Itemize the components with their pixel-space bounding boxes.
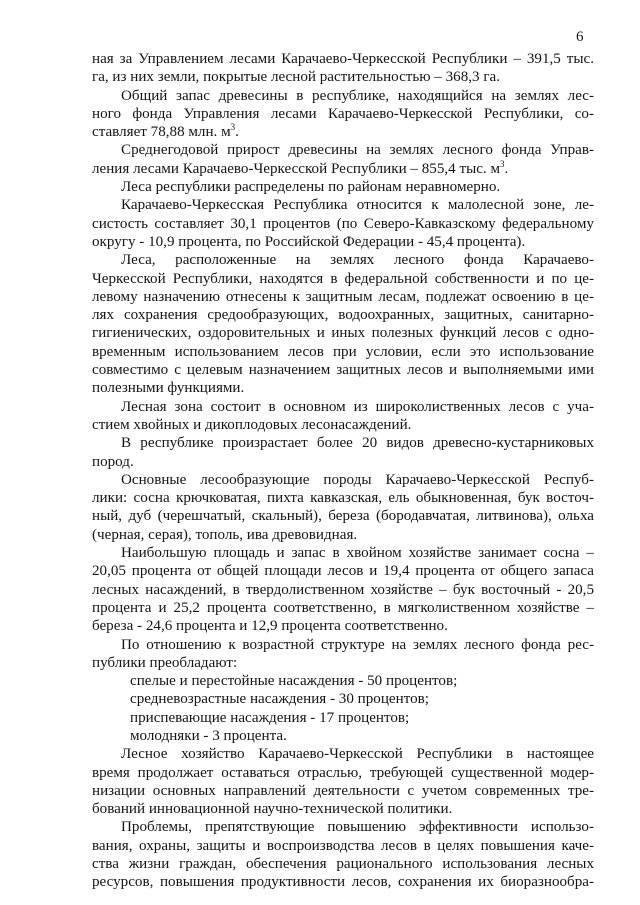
text-line	[92, 288, 594, 306]
text-line-content: публики преобладают:	[92, 654, 238, 671]
text-line-content: Лесная зона состоит в основном из широколиственных лесов с уча-	[121, 398, 594, 415]
text-line	[92, 471, 594, 489]
text-line-content: бований инновационной научно-технической политики.	[92, 801, 453, 818]
text-line-content: систость составляет 30,1 процентов (по Северо-Кавказскому федеральному	[92, 215, 594, 232]
text-line	[92, 196, 594, 214]
text-line-content: Леса республики распределены по районам неравномерно.	[121, 179, 501, 196]
text-line	[92, 398, 594, 416]
text-line	[92, 270, 594, 288]
text-line	[92, 160, 594, 178]
text-line	[92, 526, 594, 544]
text-line-content: лях сохранения средообразующих, водоохранных, защитных, санитарно-	[92, 307, 594, 324]
text-line-content: вания, охраны, защиты и воспроизводства лесов в целях повышения каче-	[92, 837, 594, 854]
list-item-line	[92, 727, 594, 745]
text-line	[92, 654, 594, 672]
text-line	[92, 873, 594, 891]
text-line	[92, 434, 594, 452]
text-line-content: Основные лесообразующие породы Карачаево-Черкесской Респуб-	[121, 471, 594, 488]
text-line	[92, 361, 594, 379]
text-line	[92, 87, 594, 105]
text-line	[92, 782, 594, 800]
text-line-content: ления лесами Карачаево-Черкесской Республики – 855,4 тыс. м	[92, 160, 501, 177]
text-line	[92, 800, 594, 818]
text-line-content: совместимо с целевым назначением защитных лесов и выполняемыми ими	[92, 362, 594, 379]
text-line	[92, 306, 594, 324]
text-line-content: По отношению к возрастной структуре на землях лесного фонда рес-	[121, 636, 594, 653]
text-line-content: низации основных направлений деятельности с учетом современных тре-	[92, 782, 594, 799]
text-line-content: ресурсов, повышения продуктивности лесов, сохранения их биоразнообра-	[92, 874, 594, 891]
text-line-content: (черная, серая), тополь, ива древовидная.	[92, 526, 358, 543]
text-line-content: ставляет 78,88 млн. м	[92, 124, 231, 141]
document-body-text	[92, 50, 594, 892]
text-line-content: Проблемы, препятствующие повышению эффективности использо-	[121, 819, 594, 836]
text-line	[92, 599, 594, 617]
text-line	[92, 105, 594, 123]
text-line	[92, 489, 594, 507]
text-line-content: Черкесской Республики, находятся в федеральной собственности и по це-	[92, 270, 594, 287]
text-line-suffix: .	[235, 124, 239, 141]
text-line	[92, 123, 594, 141]
text-line-content: Среднегодовой прирост древесины на землях лесного фонда Управ-	[121, 142, 594, 159]
list-item-line	[92, 709, 594, 727]
text-line	[92, 507, 594, 525]
text-line-content: Наибольшую площадь и запас в хвойном хозяйстве занимает сосна –	[121, 545, 594, 562]
text-line	[92, 581, 594, 599]
text-line-suffix: .	[504, 160, 509, 177]
text-line-content: га, из них земли, покрытые лесной растительностью – 368,3 га.	[92, 69, 501, 86]
text-line	[92, 50, 594, 68]
text-line	[92, 764, 594, 782]
text-line-content: Леса, расположенные на землях лесного фонда Карачаево-	[121, 252, 594, 269]
text-line-content: левому назначению отнесены к защитным лесам, подлежат освоению в це-	[92, 288, 594, 305]
text-line	[92, 215, 594, 233]
text-line	[92, 745, 594, 763]
text-line	[92, 636, 594, 654]
text-line	[92, 233, 594, 251]
text-line	[92, 178, 594, 196]
text-line	[92, 68, 594, 86]
text-line-content: молодняки - 3 процента.	[130, 727, 287, 744]
list-item-line	[92, 672, 594, 690]
text-line-content: пород.	[92, 453, 134, 470]
text-line	[92, 416, 594, 434]
text-line	[92, 324, 594, 342]
text-line	[92, 141, 594, 159]
text-line-content: временным использованием лесов при условии, если это использование	[92, 343, 594, 360]
text-line-content: процента и 25,2 процента соответственно, в мягколиственном хозяйстве –	[92, 599, 594, 616]
text-line-content: ный, дуб (черешчатый, скальный), береза (бородавчатая, литвинова), ольха	[92, 508, 594, 525]
text-line-content: время продолжает оставаться отраслью, требующей существенной модер-	[92, 764, 594, 781]
text-line-content: спелые и перестойные насаждения - 50 процентов;	[130, 673, 458, 690]
text-line-content: ная за Управлением лесами Карачаево-Черкесской Республики – 391,5 тыс.	[92, 51, 594, 67]
text-line-content: ства жизни граждан, обеспечения рационального использования лесных	[92, 856, 594, 873]
text-line	[92, 343, 594, 361]
text-line-content: ного фонда Управления лесами Карачаево-Черкесской Республики, со-	[92, 105, 594, 122]
text-line-content: лесных насаждений, в твердолиственном хозяйстве – бук восточный - 20,5	[92, 581, 594, 598]
text-line-content: округу - 10,9 процента, по Российской Федерации - 45,4 процента).	[92, 233, 526, 250]
text-line	[92, 544, 594, 562]
text-line-content: В республике произрастает более 20 видов древесно-кустарниковых	[121, 435, 594, 452]
text-line-content: гигиенических, оздоровительных и иных полезных функций лесов с одно-	[92, 325, 594, 342]
text-line	[92, 453, 594, 471]
text-line-content: береза - 24,6 процента и 12,9 процента соответственно.	[92, 618, 448, 635]
page-number: 6	[576, 29, 584, 45]
superscript: 3	[230, 123, 236, 133]
text-line-content: средневозрастные насаждения - 30 процентов;	[130, 691, 429, 708]
text-line-content: Карачаево-Черкесская Республика относится к малолесной зоне, ле-	[121, 197, 594, 214]
text-line	[92, 379, 594, 397]
text-line-content: приспевающие насаждения - 17 процентов;	[130, 709, 410, 726]
text-line-content: Лесное хозяйство Карачаево-Черкесской Республики в настоящее	[121, 746, 594, 763]
text-line-content: лики: сосна крючковатая, пихта кавказская, ель обыкновенная, бук восточ-	[92, 490, 594, 507]
text-line	[92, 251, 594, 269]
text-line	[92, 818, 594, 836]
text-line	[92, 562, 594, 580]
text-line	[92, 617, 594, 635]
text-line	[92, 855, 594, 873]
list-item-line	[92, 690, 594, 708]
text-line-content: полезными функциями.	[92, 380, 245, 397]
text-line-content: 20,05 процента от общей площади лесов и 19,4 процента от общего запаса	[92, 563, 594, 580]
text-line	[92, 837, 594, 855]
superscript: 3	[500, 159, 505, 169]
text-line-content: Общий запас древесины в республике, находящийся на землях лес-	[121, 87, 594, 104]
text-line-content: стием хвойных и дикоплодовых лесонасаждений.	[92, 416, 412, 433]
